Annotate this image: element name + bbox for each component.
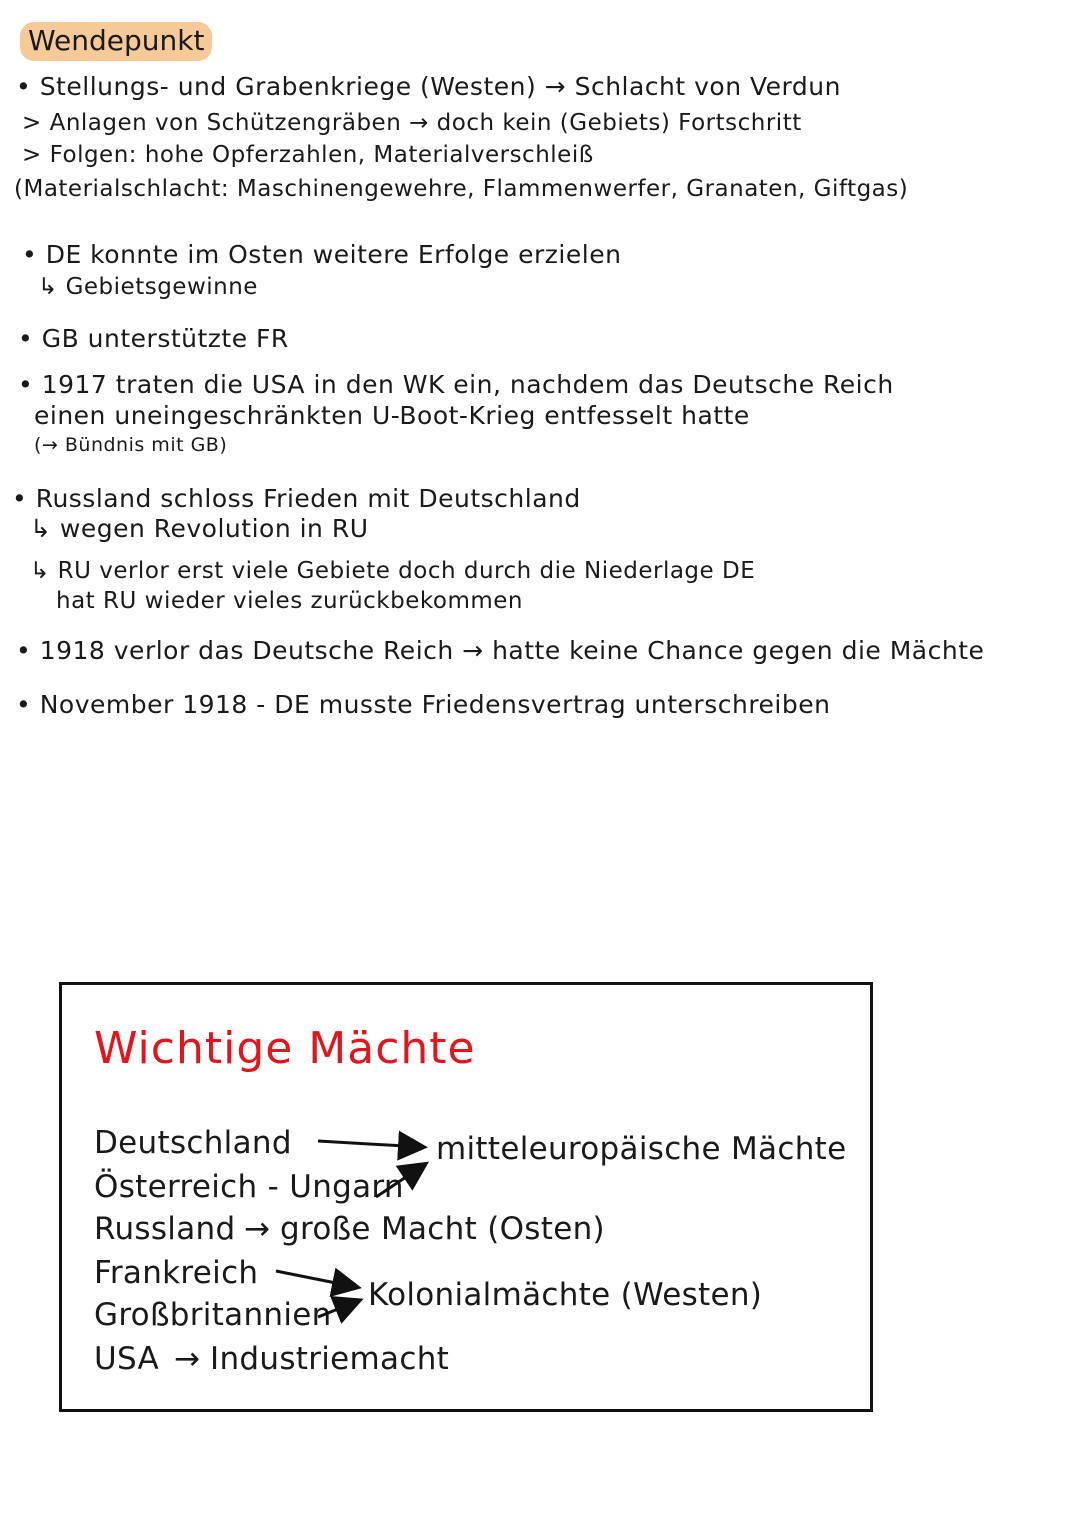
- note-line: • Stellungs- und Grabenkriege (Westen) → Schlacht von Verdun: [16, 72, 841, 101]
- label-industriemacht: Industriemacht: [210, 1341, 450, 1377]
- label-mitteleuropaeische-maechte: mitteleuropäische Mächte: [436, 1131, 847, 1167]
- note-line: > Anlagen von Schützengräben → doch kein (Gebiets) Fortschritt: [22, 110, 802, 136]
- label-kolonialmaechte: Kolonialmächte (Westen): [368, 1277, 763, 1313]
- label-grosse-macht: große Macht (Osten): [280, 1211, 605, 1247]
- note-line: hat RU wieder vieles zurückbekommen: [56, 588, 523, 614]
- note-line: ↳ wegen Revolution in RU: [30, 514, 369, 543]
- power-frankreich: Frankreich: [94, 1255, 259, 1291]
- arrow-usa: →: [174, 1341, 201, 1377]
- page-heading: Wendepunkt: [20, 22, 212, 61]
- power-usa: USA: [94, 1341, 160, 1377]
- arrow-russland: →: [244, 1211, 271, 1247]
- power-russland: Russland: [94, 1211, 236, 1247]
- power-oesterreich-ungarn: Österreich - Ungarn: [94, 1169, 404, 1205]
- box-title: Wichtige Mächte: [94, 1023, 476, 1074]
- note-line: • GB unterstützte FR: [18, 324, 289, 353]
- note-line: ↳ RU verlor erst viele Gebiete doch durch die Niederlage DE: [30, 558, 756, 584]
- note-line: > Folgen: hohe Opferzahlen, Materialverschleiß: [22, 142, 594, 168]
- note-line: • 1918 verlor das Deutsche Reich → hatte keine Chance gegen die Mächte: [16, 636, 985, 665]
- connector-arrows: [62, 985, 876, 1415]
- note-line: (Materialschlacht: Maschinengewehre, Flammenwerfer, Granaten, Giftgas): [14, 176, 909, 202]
- arrow-frankreich: [276, 1271, 356, 1287]
- note-line: • November 1918 - DE musste Friedensvertrag unterschreiben: [16, 690, 831, 719]
- power-grossbritannien: Großbritannien: [94, 1297, 332, 1333]
- arrow-deutschland: [318, 1141, 422, 1147]
- note-line: • 1917 traten die USA in den WK ein, nachdem das Deutsche Reich: [18, 370, 894, 399]
- power-deutschland: Deutschland: [94, 1125, 292, 1161]
- important-powers-box: [59, 982, 873, 1412]
- note-line: ↳ Gebietsgewinne: [38, 274, 258, 300]
- arrow-oesterreich: [376, 1165, 424, 1197]
- note-line: • DE konnte im Osten weitere Erfolge erzielen: [22, 240, 622, 269]
- note-line: • Russland schloss Frieden mit Deutschland: [12, 484, 581, 513]
- note-line: (→ Bündnis mit GB): [34, 434, 228, 456]
- arrow-grossbritannien: [318, 1301, 358, 1317]
- note-line: einen uneingeschränkten U-Boot-Krieg entfesselt hatte: [34, 401, 750, 430]
